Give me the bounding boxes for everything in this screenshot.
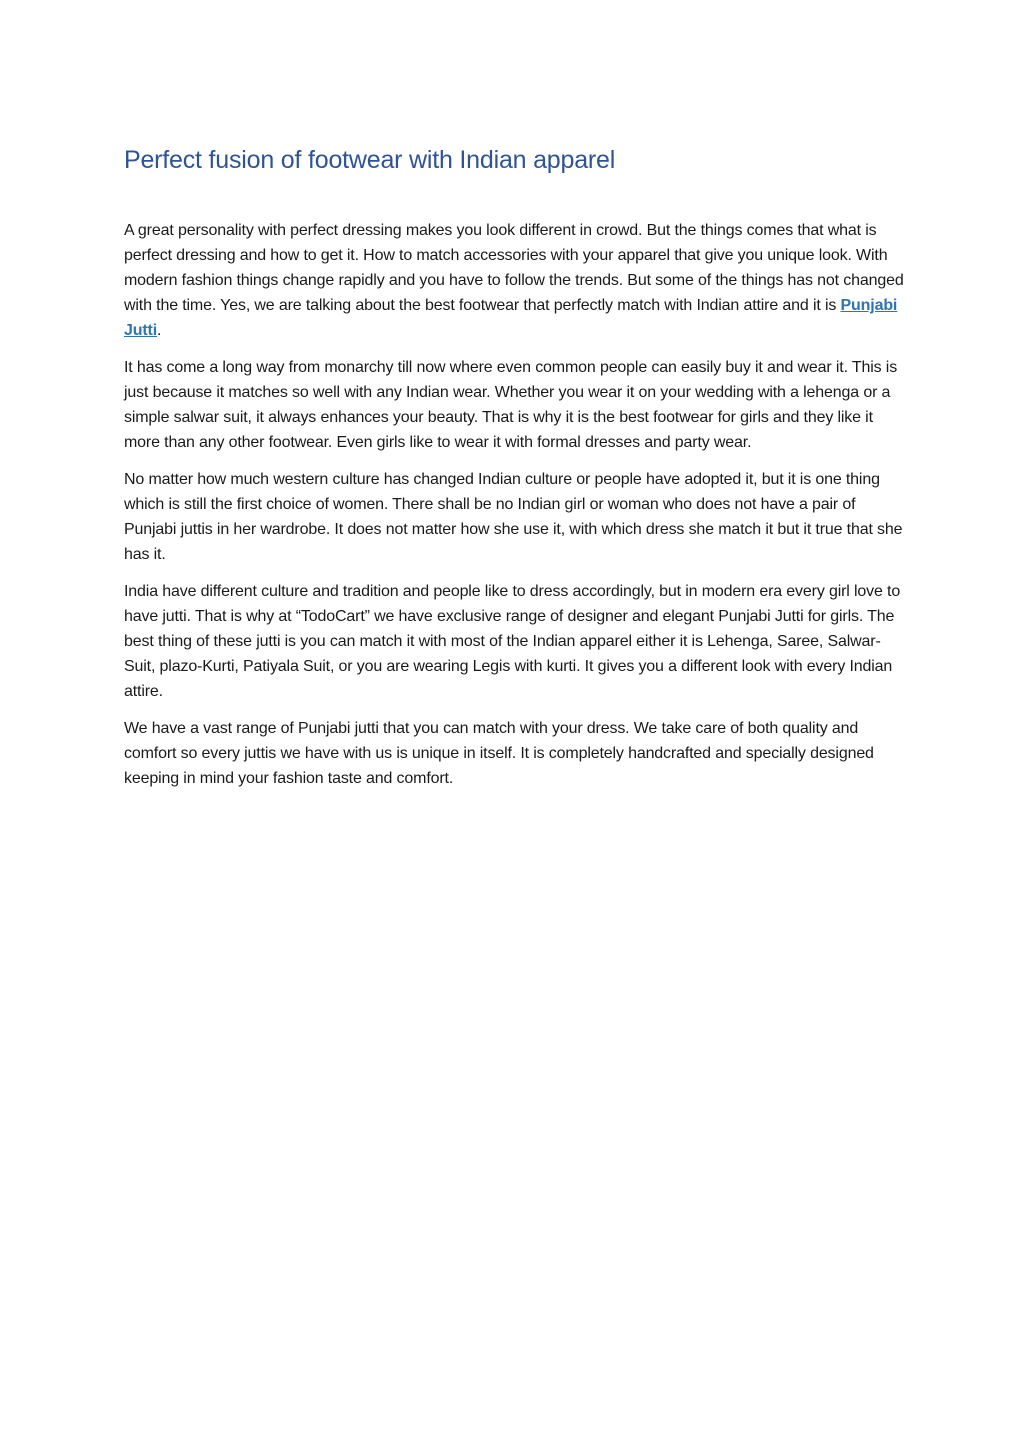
paragraph-todocart: India have different culture and tradition and people like to dress accordingly, but in modern era every girl love to have jutti. That is why at “TodoCart” we have exclusive range of designer and elegant Punjabi Jutti for girls. The best thing of these jutti is you can match it with most of the Indian apparel either it is Lehenga, Saree, Salwar-Suit, plazo-Kurti, Patiyala Suit, or you are wearing Legis with kurti. It gives you a different look with every Indian attire. [124,583,901,700]
paragraph-intro [124,218,904,343]
paragraph-culture: No matter how much western culture has changed Indian culture or people have adopted it, but it is one thing which is still the first choice of women. There shall be no Indian girl or woman who does not have a pair of Punjabi juttis in her wardrobe. It does not matter how she use it, with which dress she match it but it true that she has it. [124,471,903,563]
document-body [124,140,904,803]
document-title: Perfect fusion of footwear with Indian apparel [124,146,616,174]
paragraph-range: We have a vast range of Punjabi jutti that you can match with your dress. We take care of both quality and comfort so every juttis we have with us is unique in itself. It is completely handcrafted and specially designed keeping in mind your fashion taste and comfort. [124,720,874,787]
paragraph-history: It has come a long way from monarchy till now where even common people can easily buy it and wear it. This is just because it matches so well with any Indian wear. Whether you wear it on your wedding with a lehenga or a simple salwar suit, it always enhances your beauty. That is why it is the best footwear for girls and they like it more than any other footwear. Even girls like to wear it with formal dresses and party wear. [124,359,898,451]
paragraph-intro-end: . [157,322,162,339]
paragraph-intro-text: A great personality with perfect dressing makes you look different in crowd. But the things comes that what is perfect dressing and how to get it. How to match accessories with your apparel that give you unique look. With modern fashion things change rapidly and you have to follow the trends. But some of the things has not changed with the time. Yes, we are talking about the best footwear that perfectly match with Indian attire and it is [124,222,904,314]
punjabi-jutti-link[interactable]: Punjabi Jutti [124,297,898,339]
